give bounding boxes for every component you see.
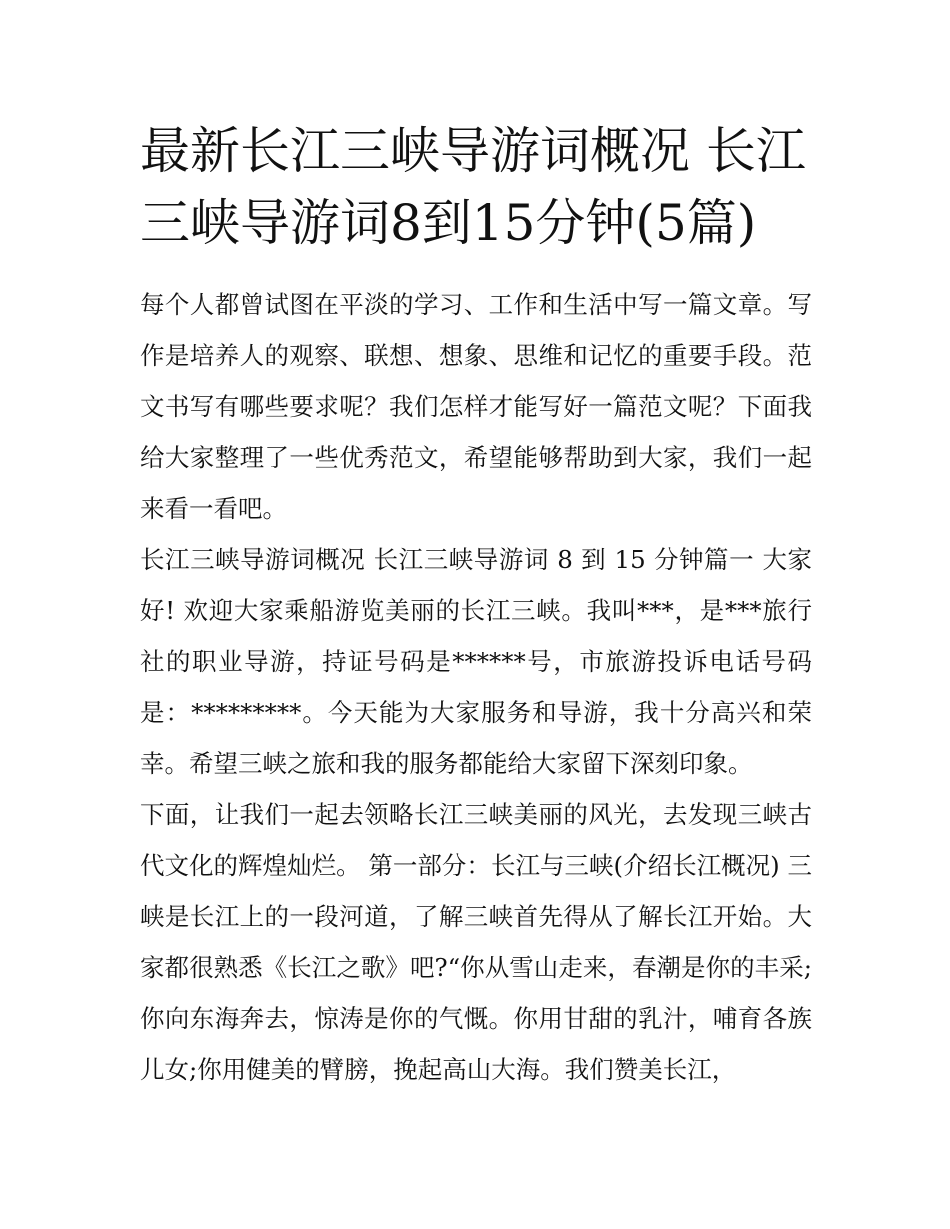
body-paragraph-welcome: 长江三峡导游词概况 长江三峡导游词 8 到 15 分钟篇一 大家好! 欢迎大家乘船游览美丽的长江三峡。我叫***，是***旅行社的职业导游，持证号码是******号，市旅游投诉电话号码是：*********。今天能为大家服务和导游，我十分高兴和荣幸。希望三峡之旅和我的服务都能给大家留下深刻印象。	[140, 545, 812, 778]
body-paragraph-overview: 下面，让我们一起去领略长江三峡美丽的风光，去发现三峡古代文化的辉煌灿烂。 第一部分：长江与三峡(介绍长江概况) 三峡是长江上的一段河道，了解三峡首先得从了解长江开始。大家都很熟悉《长江之歌》吧?“你从雪山走来，春潮是你的丰采;你向东海奔去，惊涛是你的气慨。你用甘甜的乳汁，哺育各族儿女;你用健美的臂膀，挽起高山大海。我们赞美长江，	[140, 800, 812, 1084]
intro-paragraph: 每个人都曾试图在平淡的学习、工作和生活中写一篇文章。写作是培养人的观察、联想、想象、思维和记忆的重要手段。范文书写有哪些要求呢？我们怎样才能写好一篇范文呢？下面我给大家整理了一些优秀范文，希望能够帮助到大家，我们一起来看一看吧。	[140, 290, 812, 523]
document-title: 最新长江三峡导游词概况 长江三峡导游词8到15分钟(5篇)	[140, 122, 806, 252]
document-page	[140, 115, 812, 1095]
